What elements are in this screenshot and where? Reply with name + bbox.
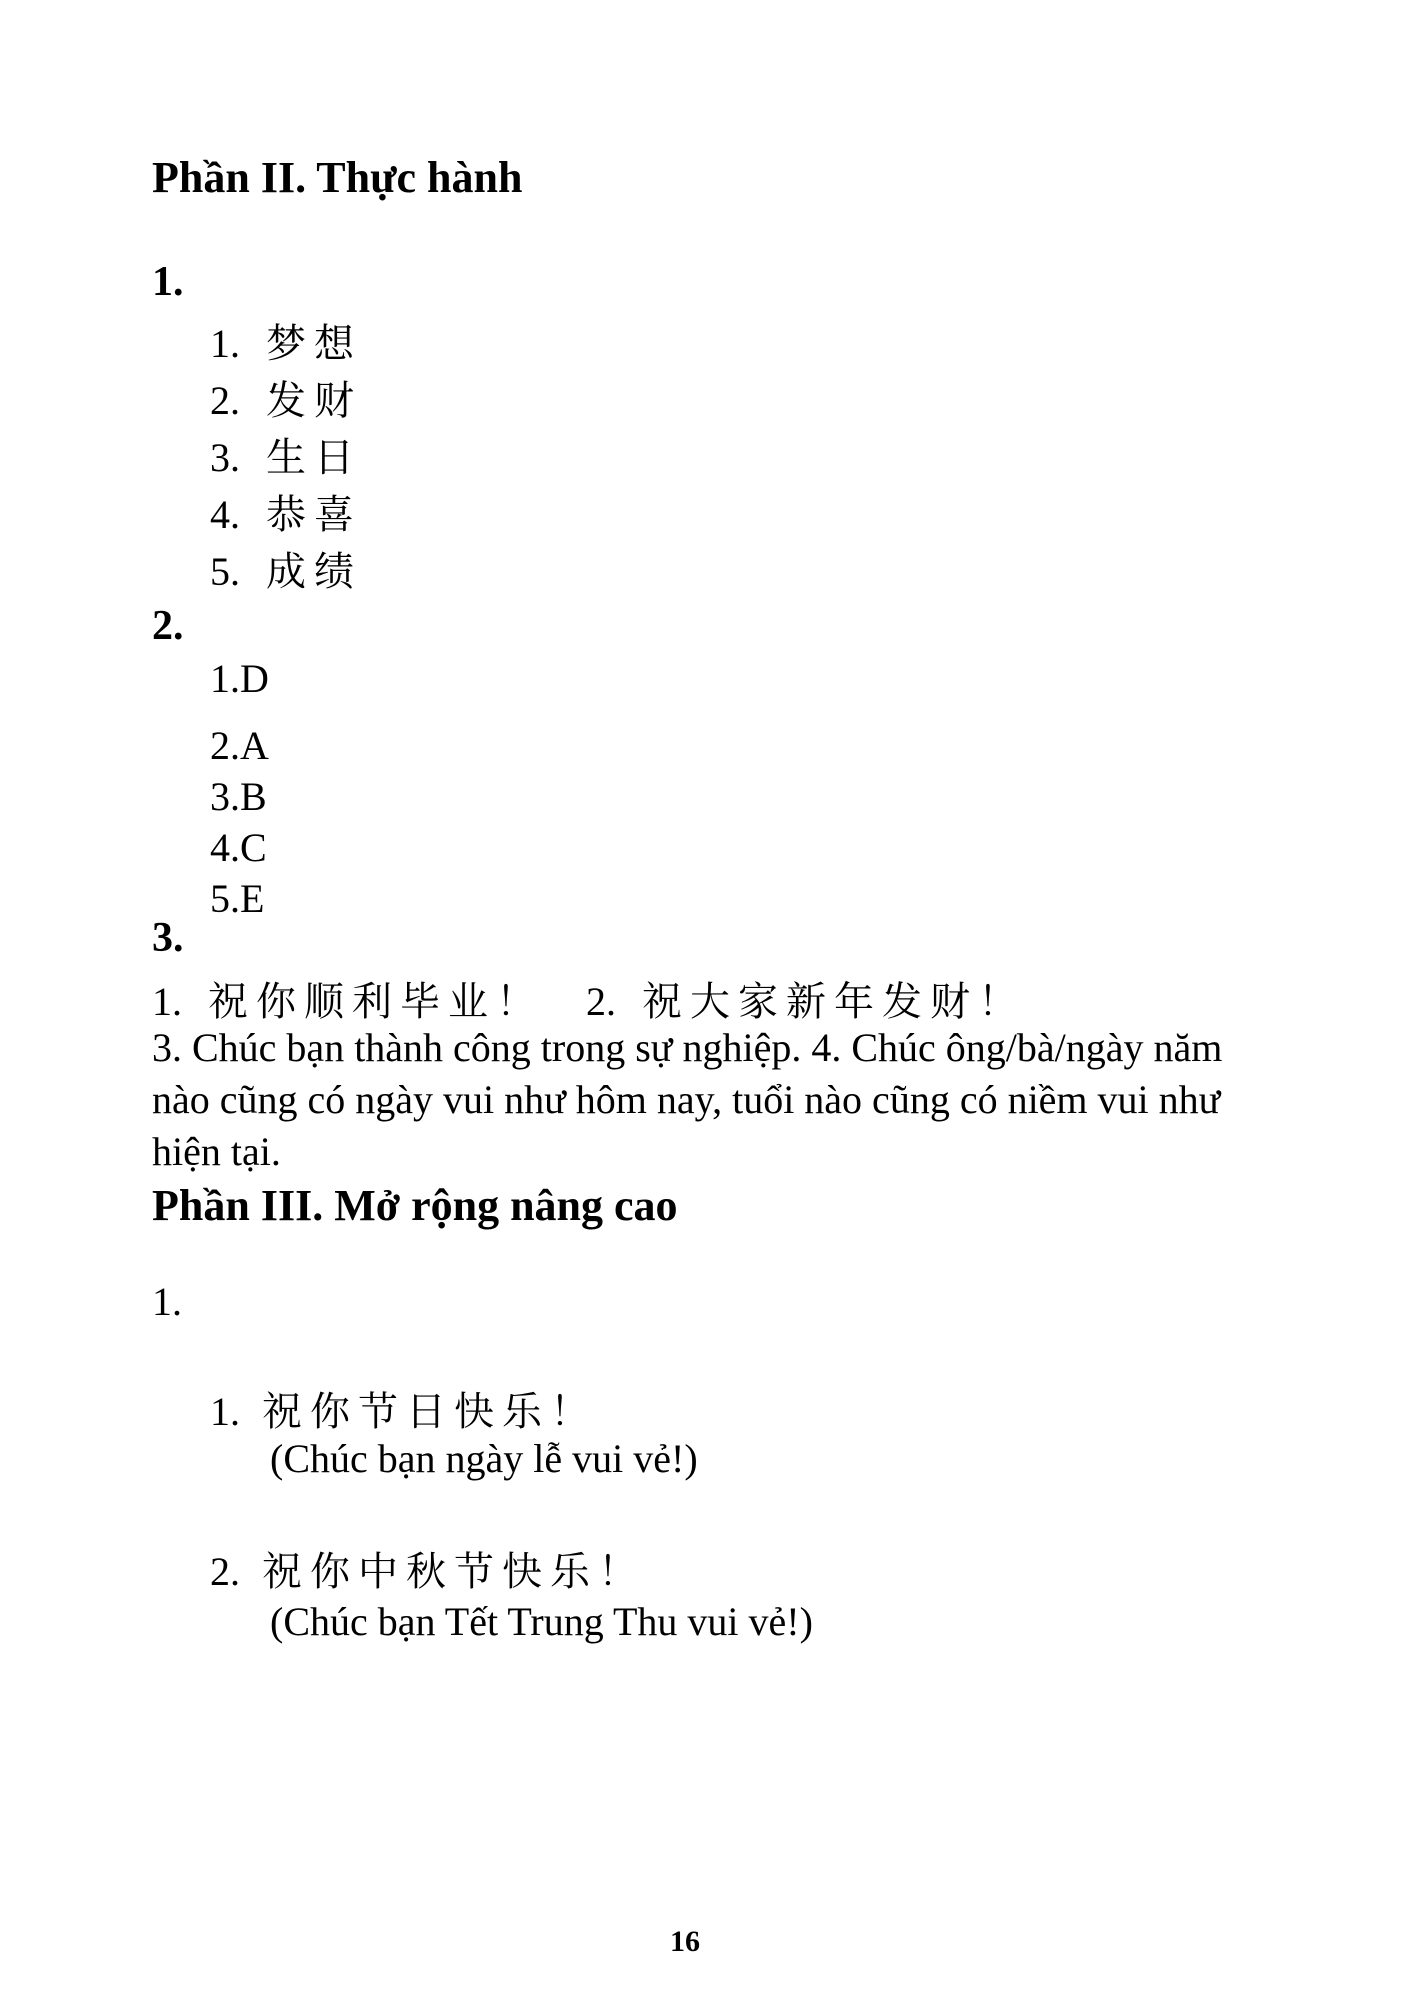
sentence-vi: (Chúc bạn ngày lễ vui vẻ!): [270, 1436, 698, 1481]
answer-item: 4.C: [210, 825, 267, 870]
item-number: 4.: [210, 492, 240, 537]
exercise-3-number: 3.: [152, 915, 184, 961]
item-number: 3.: [210, 435, 240, 480]
item-text: 成绩: [266, 549, 362, 595]
item-number: 1.: [210, 321, 240, 366]
list-item: [210, 369, 362, 426]
exercise-2-number: 2.: [152, 603, 184, 649]
list-item: [210, 426, 362, 483]
item-number: 2.: [210, 1549, 240, 1594]
chinese-sentences-line: [152, 970, 1026, 1027]
item-number: 2.: [586, 979, 616, 1024]
item-text: 梦想: [266, 321, 362, 367]
item-number: 1.: [210, 1389, 240, 1434]
section-3-heading: Phần III. Mở rộng nâng cao: [152, 1181, 678, 1230]
item-text: 生日: [266, 435, 362, 481]
list-item: [210, 312, 362, 369]
answer-item: 5.E: [210, 876, 265, 921]
exercise-1-number: 1.: [152, 1279, 182, 1324]
list-item: [210, 1540, 646, 1597]
sentence-cn: 祝你顺利毕业！: [208, 979, 544, 1025]
sentence-vi: (Chúc bạn Tết Trung Thu vui vẻ!): [270, 1599, 813, 1644]
list-item: [210, 1380, 598, 1437]
answer-item: 3.B: [210, 774, 267, 819]
exercise-1-number: 1.: [152, 259, 184, 305]
list-item: [210, 540, 362, 597]
item-text: 恭喜: [266, 492, 362, 538]
translation-paragraph: 3. Chúc bạn thành công trong sự nghiệp. 4. Chúc ông/bà/ngày năm nào cũng có ngày vui như hôm nay, tuổi nào cũng có niềm vui như hiện tại.: [152, 1025, 1223, 1174]
item-number: 1.: [152, 979, 182, 1024]
answer-item: 1.D: [210, 656, 269, 701]
page-number: 16: [670, 1925, 700, 1958]
item-number: 2.: [210, 378, 240, 423]
answer-item: 2.A: [210, 723, 269, 768]
item-number: 5.: [210, 549, 240, 594]
sentence-cn: 祝你中秋节快乐！: [262, 1549, 646, 1595]
list-item: [210, 483, 362, 540]
sentence-cn: 祝大家新年发财！: [642, 979, 1026, 1025]
section-2-heading: Phần II. Thực hành: [152, 153, 523, 202]
item-text: 发财: [266, 378, 362, 424]
sentence-cn: 祝你节日快乐！: [262, 1389, 598, 1435]
